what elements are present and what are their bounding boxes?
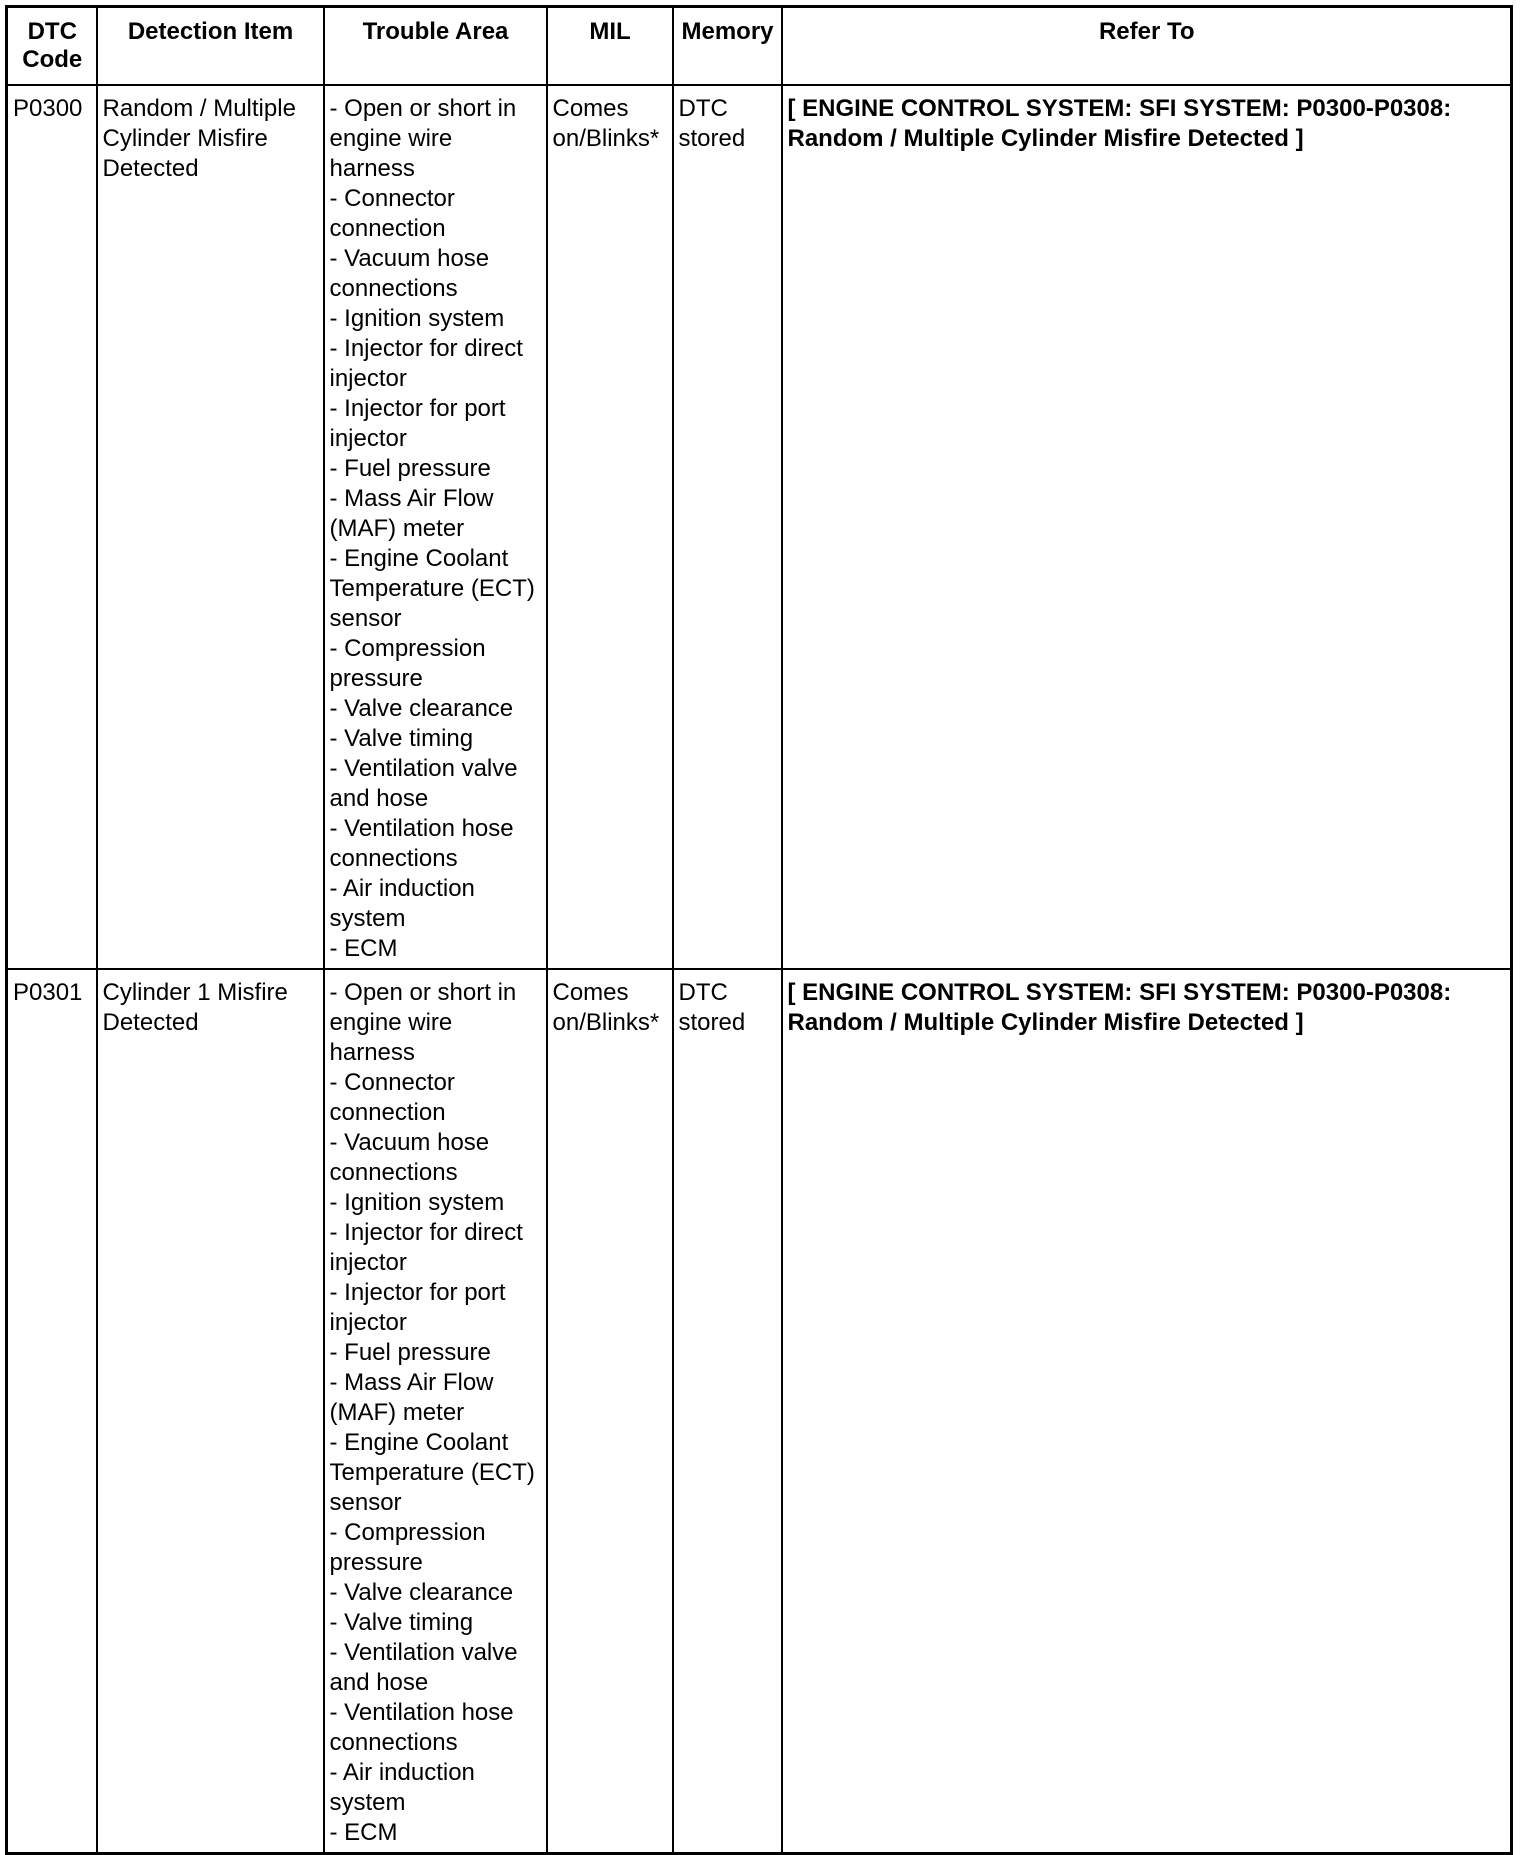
trouble-area-item: - Air induction system: [329, 1759, 475, 1816]
trouble-area-item: - Mass Air Flow (MAF) meter: [329, 485, 494, 542]
trouble-area-list: [330, 94, 542, 964]
header-memory: Memory: [673, 7, 782, 86]
mil-cell: Comes on/Blinks*: [547, 969, 673, 1854]
trouble-area-item: - Injector for port injector: [329, 1279, 506, 1336]
trouble-area-item: - Valve timing: [329, 725, 474, 752]
table-body: [7, 85, 1512, 1854]
header-mil: MIL: [547, 7, 673, 86]
trouble-area-item: - Ignition system: [329, 305, 505, 332]
refer-to-link[interactable]: [ ENGINE CONTROL SYSTEM: SFI SYSTEM: P0300-P0308: Random / Multiple Cylinder Misfire Detected ]: [782, 85, 1512, 969]
table-row: [7, 85, 1512, 969]
trouble-area-item: - Ventilation valve and hose: [329, 1639, 518, 1696]
trouble-area-item: - Valve clearance: [329, 1579, 514, 1606]
trouble-area-item: - Ventilation valve and hose: [329, 755, 518, 812]
header-refer-to: Refer To: [782, 7, 1512, 86]
trouble-area-item: - Valve timing: [329, 1609, 474, 1636]
trouble-area-item: - Fuel pressure: [329, 1339, 491, 1366]
header-dtc-code: DTC Code: [7, 7, 97, 86]
table-row: [7, 969, 1512, 1854]
detection-item-cell: Random / Multiple Cylinder Misfire Detected: [97, 85, 324, 969]
trouble-area-item: - Connector connection: [329, 185, 455, 242]
header-row: [7, 7, 1512, 86]
trouble-area-item: - Ventilation hose connections: [329, 815, 514, 872]
trouble-area-item: - Fuel pressure: [329, 455, 491, 482]
trouble-area-item: - Connector connection: [329, 1069, 455, 1126]
trouble-area-item: - Ventilation hose connections: [329, 1699, 514, 1756]
trouble-area-item: - Engine Coolant Temperature (ECT) sensor: [329, 1429, 535, 1516]
trouble-area-item: - Ignition system: [329, 1189, 505, 1216]
trouble-area-item: - ECM: [329, 935, 398, 962]
trouble-area-item: - Engine Coolant Temperature (ECT) sensor: [329, 545, 535, 632]
dtc-code-cell: P0301: [7, 969, 97, 1854]
trouble-area-item: - Open or short in engine wire harness: [329, 95, 517, 182]
header-detection-item: Detection Item: [97, 7, 324, 86]
dtc-table: [5, 5, 1513, 1855]
trouble-area-item: - Compression pressure: [329, 1519, 486, 1576]
trouble-area-item: - Injector for direct injector: [329, 335, 523, 392]
trouble-area-item: - Injector for port injector: [329, 395, 506, 452]
trouble-area-cell: [324, 969, 547, 1854]
trouble-area-item: - Vacuum hose connections: [329, 1129, 490, 1186]
mil-cell: Comes on/Blinks*: [547, 85, 673, 969]
trouble-area-item: - Compression pressure: [329, 635, 486, 692]
memory-cell: DTC stored: [673, 969, 782, 1854]
table-header: [7, 7, 1512, 86]
dtc-code-cell: P0300: [7, 85, 97, 969]
trouble-area-item: - ECM: [329, 1819, 398, 1846]
trouble-area-item: - Vacuum hose connections: [329, 245, 490, 302]
memory-cell: DTC stored: [673, 85, 782, 969]
trouble-area-list: [330, 978, 542, 1848]
trouble-area-cell: [324, 85, 547, 969]
trouble-area-item: - Injector for direct injector: [329, 1219, 523, 1276]
trouble-area-item: - Air induction system: [329, 875, 475, 932]
detection-item-cell: Cylinder 1 Misfire Detected: [97, 969, 324, 1854]
trouble-area-item: - Valve clearance: [329, 695, 514, 722]
trouble-area-item: - Open or short in engine wire harness: [329, 979, 517, 1066]
trouble-area-item: - Mass Air Flow (MAF) meter: [329, 1369, 494, 1426]
header-trouble-area: Trouble Area: [324, 7, 547, 86]
refer-to-link[interactable]: [ ENGINE CONTROL SYSTEM: SFI SYSTEM: P0300-P0308: Random / Multiple Cylinder Misfire Detected ]: [782, 969, 1512, 1854]
